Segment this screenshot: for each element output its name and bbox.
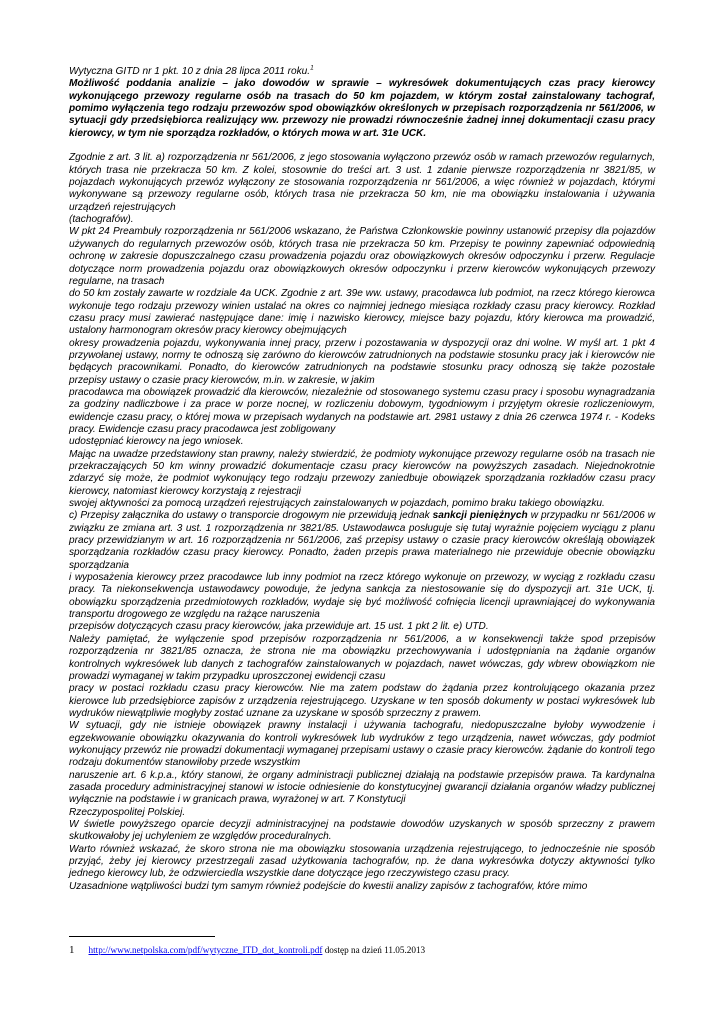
paragraph — [69, 510, 655, 572]
paragraph-text: c) Przepisy załącznika do ustawy o transporcie drogowym nie przewidują jednak — [69, 510, 433, 522]
intro-text: Wytyczna GITD nr 1 pkt. 10 z dnia 28 lipca 2011 roku. — [69, 66, 311, 77]
paragraph: pracodawca ma obowiązek prowadzić dla kierowców, niezależnie od stosowanego systemu czasu pracy i sposobu wynagradzania za godziny nadliczbowe i za prace w porze nocnej, w rozliczeniu dobowym, tygodniowym i przyjętym okresie rozliczeniowym, ewidencje czasu pracy, o której mowa w przepisach wydanych na podstawie art. 2981 ustawy z dnia 26 czerwca 1974 r. - Kodeks pracy. Ewidencje czasu pracy pracodawca jest zobligowany — [69, 386, 655, 435]
paragraph: przepisów dotyczących czasu pracy kierowców, jaka przewiduje art. 15 ust. 1 pkt 2 lit. e) UTD. — [69, 621, 489, 633]
footnote — [69, 944, 659, 956]
paragraph-text: w przypadku nr 561/2006 w związku ze zmiana art. 3 ust. 1 rozporządzenia nr 3821/85. Ustawodawca posługuje się tutaj wyrażnie pojęciem wyciągu z planu pracy przewidzianym w art. 16 rozporządzenia nr 561/2006, zaś przepisy ustawy o czasie pracy kierowców określają obowiązek sporządzania rozkładów czasu pracy kierowcy. Ponadto, żaden przepis prawa materialnego nie przewiduje obecnie obowiązku sporządzania — [69, 510, 655, 571]
paragraph: Zgodnie z art. 3 lit. a) rozporządzenia nr 561/2006, z jego stosowania wyłączono przewóz osób w ramach przewozów regularnych, których trasa nie przekracza 50 km. Z kolei, stosownie do treści art. 3 ust. 1 zdanie pierwsze rozporządzenia nr 3821/85, w pojazdach wykonujących przewóz wyłączony ze stosowania rozporządzenia nr 561/2006, a więc również w pojazdach, którymi wykonywane są przewozy regularne osób, których trasa nie przekracza 50 km, nie ma obowiązku instalowania i używania urządzeń rejestrujących — [69, 152, 655, 213]
paragraph: W pkt 24 Preambuły rozporządzenia nr 561/2006 wskazano, że Państwa Członkowskie powinny ustanowić przepisy dla pojazdów używanych do regularnych przewozów osób, których trasa nie przekracza 50 km. Przepisy te powinny zapewniać odpowiednią ochronę w zakresie dopuszczalnego czasu prowadzenia pojazdu oraz obowiązkowych okresów odpoczynku i przerw. Regulacje dotyczące norm prowadzenia pojazdu oraz obowiązkowych okresów odpoczynku i przerw kierowców wykonujących przewozy regularne, na trasach — [69, 226, 655, 287]
paragraph: Warto również wskazać, że skoro strona nie ma obowiązku stosowania urządzenia rejestrującego, to jednocześnie nie sposób przyjąć, żeby jej kierowcy przestrzegali zasad użytkowania tachografów, np. że dana wykresówka dotyczy aktywności tylko jednego kierowcy lub, że odzwierciedla wszystkie dane dotyczące jego rzeczywistego czasu pracy. — [69, 843, 655, 880]
blank-line — [69, 140, 655, 152]
footnote-divider — [69, 936, 215, 937]
footnote-link[interactable]: http://www.netpolska.com/pdf/wytyczne_ITD_dot_kontroli.pdf — [88, 945, 323, 955]
intro-line — [69, 66, 655, 78]
paragraph: W świetle powyższego oparcie decyzji administracyjnej na podstawie dowodów uzyskanych w sposób sprzeczny z prawem skutkowałoby jej uchyleniem ze względów proceduralnych. — [69, 818, 655, 843]
section-heading: Możliwość poddania analizie – jako dowodów w sprawie – wykresówek dokumentujących czas pracy kierowcy wykonującego przewozy regularne osób na trasach do 50 km pojazdem, w którym został zainstalowany tachograf, pomimo wyłączenia tego rodzaju przewozów spod obowiązków określonych w przepisach rozporządzenia nr 561/2006, w sytuacji gdy przedsiębiorca realizujący ww. przewozy nie prowadzi równocześnie żadnej innej dokumentacji czasu pracy kierowcy, w tym nie sporządza rozkładów, o których mowa w art. 31e UCK. — [69, 78, 655, 139]
paragraph: i wyposażenia kierowcy przez pracodawce lub inny podmiot na rzecz którego wykonuje on przewozy, w wyciąg z rozkładu czasu pracy. Ta niekonsekwencja ustawodawcy powoduje, że jedyna sankcja za niestosowanie się do dyspozycji art. 31e UCK, tj. obowiązku sporządzenia przedmiotowych rozkładów, wydaje się być możliwość cofnięcia licencji uprawniającej do wykonywania transportu drogowego ze względu na rażące naruszenia — [69, 572, 655, 621]
footnote-text: dostęp na dzień 11.05.2013 — [322, 945, 426, 955]
paragraph: Uzasadnione wątpliwości budzi tym samym również podejście do kwestii analizy zapisów z tachografów, które mimo — [69, 880, 588, 892]
paragraph: udostępniać kierowcy na jego wniosek. — [69, 436, 244, 448]
paragraph: swojej aktywności za pomocą urządzeń rejestrujących zainstalowanych w pojazdach, pomimo braku takiego obowiązku. — [69, 498, 605, 510]
paragraph: W sytuacji, gdy nie istnieje obowiązek prawny instalacji i używania tachografu, niedopuszczalne byłoby wywodzenie i egzekwowanie obowiązku okazywania do kontroli wykresówek lub wydruków z tego urządzenia, nawet wówczas, gdy podmiot wykonujący przewóz nie prowadzi dokumentacji wymaganej przepisami ustawy o czasie pracy kierowców. żądanie do kontroli tego rodzaju dokumentów stanowiłoby przede wszystkim — [69, 720, 655, 769]
paragraph: okresy prowadzenia pojazdu, wykonywania innej pracy, przerw i pozostawania w dyspozycji oraz dni wolne. W myśl art. 1 pkt 4 przywołanej ustawy, normy te odnoszą się zarówno do kierowców zatrudnionych na podstawie stosunku pracy jak i kierowców nie będących pracownikami. Ponadto, do kierowców zatrudnionych na podstawie stosunku pracy odnoszą się także pozostałe przepisy ustawy o czasie pracy kierowców, m.in. w zakresie, w jakim — [69, 337, 655, 386]
footnote-number: 1 — [69, 944, 75, 956]
paragraph: Mając na uwadze przedstawiony stan prawny, należy stwierdzić, że podmioty wykonujące przewozy regularne osób na trasach nie przekraczających 50 km winny prowadzić dokumentacje czasu pracy kierowców na powyższych zasadach. Niejednokrotnie zdarzyć się może, że podmiot wykonujący tego rodzaju przewozy zaniedbuje obowiązek sporządzania rozkładów czasu pracy kierowcy, natomiast kierowcy korzystają z rejestracji — [69, 448, 655, 497]
paragraph: do 50 km zostały zawarte w rozdziale 4a UCK. Zgodnie z art. 39e ww. ustawy, pracodawca lub podmiot, na rzecz którego kierowca wykonuje tego rodzaju przewozy winien ustalać na okres co najmniej jednego miesiąca rozkłady czasu pracy kierowcy. Rozkład czasu pracy musi zawierać następujące dane: imię i nazwisko kierowcy, miejsce bazy pojazdu, który kierowca ma prowadzić, ustalony harmonogram okresów pracy kierowcy obejmujących — [69, 288, 655, 337]
footnote-ref[interactable]: 1 — [310, 64, 314, 72]
paragraph: naruszenie art. 6 k.p.a., który stanowi, że organy administracji publicznej działają na podstawie przepisów prawa. Ta kardynalna zasada procedury administracyjnej stanowi w istocie odniesienie do konstytucyjnej gwarancji działania organów władzy publicznej wyłącznie na podstawie i w granicach prawa, wyrażonej w art. 7 Konstytucji — [69, 769, 655, 806]
paragraph: pracy w postaci rozkładu czasu pracy kierowców. Nie ma zatem podstaw do żądania przez kontrolującego okazania przez kierowce lub przedsiębiorce zapisów z urządzenia rejestrującego. Uzyskane w ten sposób dokumenty w postaci wykresówek lub wydruków niewątpliwie mogłyby zostać uznane za uzyskane w sposób sprzeczny z prawem. — [69, 683, 655, 719]
emphasis-text: sankcji pieniężnych — [432, 510, 528, 522]
paragraph: (tachografów). — [69, 214, 134, 226]
document-body — [69, 66, 655, 893]
paragraph: Rzeczypospolitej Polskiej. — [69, 806, 186, 818]
paragraph: Należy pamiętać, że wyłączenie spod przepisów rozporządzenia nr 561/2006, a w konsekwencji także spod przepisów rozporządzenia nr 3821/85 oznacza, że strona nie ma obowiązku przechowywania i udostępniania na żądanie organów kontrolnych wykresówek lub danych z tachografów zainstalowanych w pojazdach, nawet wówczas, gdy wbrew obowiązkom nie prowadzi wymaganej w takim przypadku uproszczonej ewidencji czasu — [69, 633, 655, 682]
